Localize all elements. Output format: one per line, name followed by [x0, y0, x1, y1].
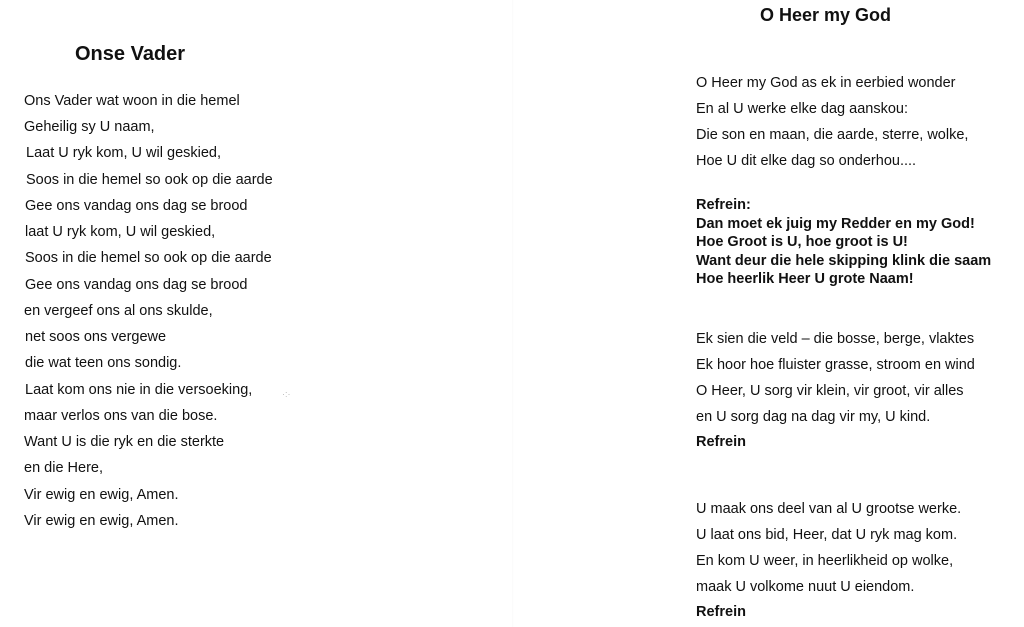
chorus-block — [696, 196, 991, 289]
verse-line: en U sorg dag na dag vir my, U kind. — [696, 409, 931, 425]
prayer-line: Vir ewig en ewig, Amen. — [24, 513, 179, 529]
right-page — [512, 0, 1024, 627]
prayer-line: en die Here, — [24, 460, 103, 476]
verse-line: U maak ons deel van al U grootse werke. — [696, 501, 962, 517]
verse-line: Die son en maan, die aarde, sterre, wolke, — [696, 127, 969, 143]
prayer-line: die wat teen ons sondig. — [25, 355, 182, 371]
prayer-line: Gee ons vandag ons dag se brood — [25, 198, 248, 214]
refrain-label: Refrein — [696, 434, 746, 450]
verse-line: O Heer my God as ek in eerbied wonder — [696, 75, 956, 91]
refrain-label: Refrein — [696, 604, 746, 620]
verse-line: En al U werke elke dag aanskou: — [696, 101, 908, 117]
prayer-line: Ons Vader wat woon in die hemel — [24, 93, 240, 109]
prayer-line: Gee ons vandag ons dag se brood — [25, 277, 248, 293]
verse-line: O Heer, U sorg vir klein, vir groot, vir alles — [696, 383, 964, 399]
prayer-line: Soos in die hemel so ook op die aarde — [25, 250, 272, 266]
prayer-line: Vir ewig en ewig, Amen. — [24, 487, 179, 503]
verse-line: maak U volkome nuut U eiendom. — [696, 579, 915, 595]
prayer-line: en vergeef ons al ons skulde, — [24, 303, 213, 319]
chorus-line: Dan moet ek juig my Redder en my God! — [696, 215, 975, 232]
chorus-line: Hoe Groot is U, hoe groot is U! — [696, 234, 908, 250]
prayer-line: Laat U ryk kom, U wil geskied, — [26, 145, 222, 161]
chorus-line: Hoe heerlik Heer U grote Naam! — [696, 271, 914, 287]
prayer-line: net soos ons vergewe — [25, 329, 167, 345]
scan-speck: ·:· — [282, 389, 291, 399]
verse-line: Ek hoor hoe fluister grasse, stroom en wind — [696, 357, 975, 373]
verse-line: Hoe U dit elke dag so onderhou.... — [696, 153, 917, 169]
verse-line: Ek sien die veld – die bosse, berge, vlaktes — [696, 331, 975, 347]
verse-line: U laat ons bid, Heer, dat U ryk mag kom. — [696, 527, 958, 543]
prayer-line: Soos in die hemel so ook op die aarde — [26, 172, 273, 188]
verse-line: En kom U weer, in heerlikheid op wolke, — [696, 553, 954, 569]
prayer-line: laat U ryk kom, U wil geskied, — [25, 224, 216, 240]
prayer-line: maar verlos ons van die bose. — [24, 408, 218, 424]
prayer-line: Want U is die ryk en die sterkte — [24, 434, 225, 450]
prayer-line: Laat kom ons nie in die versoeking, — [25, 382, 253, 398]
page-title: Onse Vader — [75, 43, 186, 65]
chorus-line: Want deur die hele skipping klink die saam — [696, 252, 992, 269]
chorus-heading: Refrein: — [696, 197, 751, 213]
prayer-line: Geheilig sy U naam, — [24, 119, 155, 135]
hymn-title: O Heer my God — [760, 5, 892, 25]
